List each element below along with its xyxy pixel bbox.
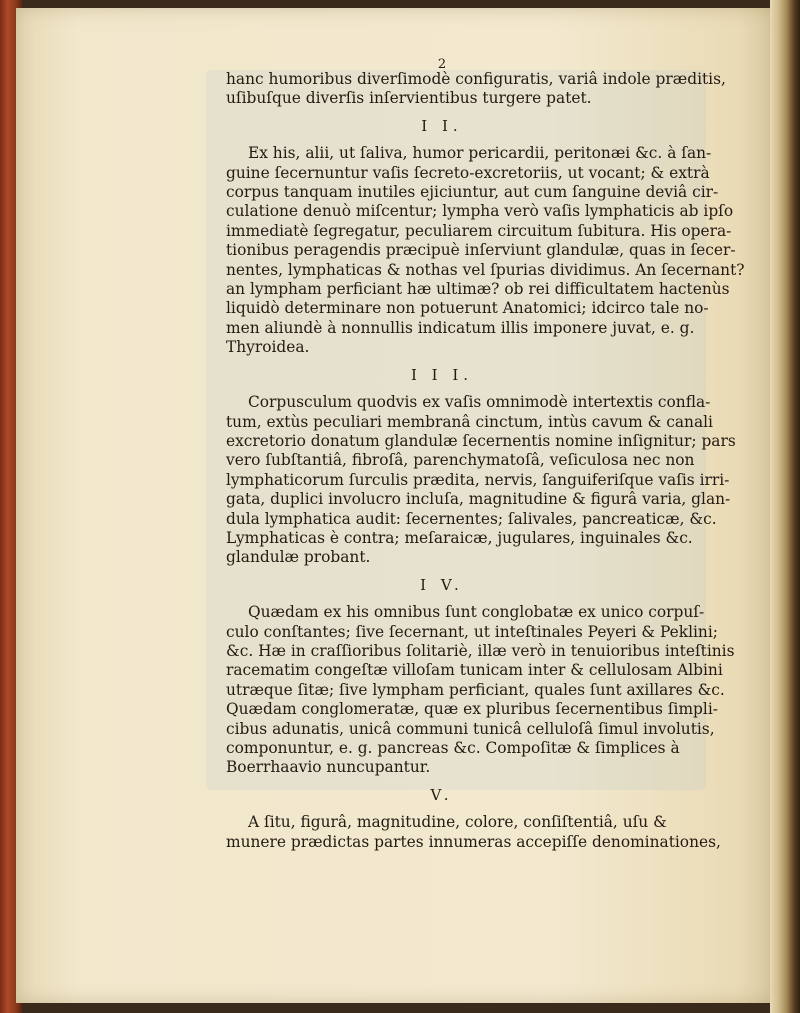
text-line: dula lymphatica audit: ſecernentes; ſalivales, pancreaticæ, &c. (226, 509, 717, 528)
text-line: Ex his, alii, ut ſaliva, humor pericardii, peritonæi &c. à ſan- (248, 144, 712, 163)
text-line: culo conſtantes; ſive ſecernant, ut inteſtinales Peyeri & Peklini; (226, 622, 718, 641)
section-heading: I V. (420, 575, 464, 594)
text-line: Thyroidea. (226, 338, 310, 357)
text-line: men aliundè à nonnullis indicatum illis imponere juvat, e. g. (226, 318, 695, 337)
text-line: A ſitu, figurâ, magnitudine, colore, conſiſtentiâ, uſu & (248, 813, 667, 832)
text-line: utræque ſitæ; ſive lympham perficiant, quales ſunt axillares &c. (226, 680, 725, 699)
text-line: Boerrhaavio nuncupantur. (226, 758, 431, 777)
section-heading: I I. (421, 116, 463, 135)
text-line: racematim congeſtæ villoſam tunicam inter & cellulosam Albini (226, 661, 723, 680)
text-line: immediatè ſegregatur, peculiarem circuitum ſubitura. His opera- (226, 221, 732, 240)
text-line: Corpusculum quodvis ex vaſis omnimodè intertextis confla- (248, 393, 711, 412)
text-line: vero ſubſtantiâ, fibroſâ, parenchymatoſâ, veſiculosa nec non (226, 451, 695, 470)
section-paragraph (226, 70, 726, 109)
section-heading: I I I. (410, 365, 474, 384)
text-line: Quædam conglomeratæ, quæ ex pluribus ſecernentibus ſimpli- (226, 700, 718, 719)
text-line: culatione denuò miſcentur; lympha verò vaſis lymphaticis ab ipſo (226, 202, 734, 221)
text-line: nentes, lymphaticas & nothas vel ſpurias dividimus. An ſecernant? (226, 260, 745, 279)
section-paragraph (226, 603, 735, 778)
text-line: tum, extùs peculiari membranâ cinctum, intùs cavum & canali (226, 412, 713, 431)
text-line: Lymphaticas è contra; meſaraicæ, jugulares, inguinales &c. (226, 528, 693, 547)
text-line: gata, duplici involucro incluſa, magnitudine & figurâ varia, glan- (226, 490, 731, 509)
section-paragraph (226, 144, 745, 357)
section-paragraph (226, 813, 721, 852)
text-line: an lympham perficiant hæ ultimæ? ob rei difficultatem hactenùs (226, 280, 730, 299)
text-line: hanc humoribus diverſimodè configuratis, variâ indole præditis, (226, 70, 726, 88)
text-line: guine ſecernuntur vaſis ſecreto-excretoriis, ut vocant; & extrà (226, 163, 710, 182)
book-edge-right (770, 0, 800, 1013)
text-line: glandulæ probant. (226, 548, 371, 567)
text-line: lymphaticorum ſurculis prædita, nervis, ſanguiferiſque vaſis irri- (226, 470, 730, 489)
text-line: tionibus peragendis præcipuè inſerviunt glandulæ, quas in ſecer- (226, 241, 736, 260)
text-line: &c. Hæ in craſſioribus ſolitariè, illæ verò in tenuioribus inteſtinis (226, 641, 735, 660)
text-line: cibus adunatis, unicâ communi tunicâ celluloſâ ſimul involutis, (226, 719, 715, 738)
text-line: uſibuſque diverſis inſervientibus turgere patet. (226, 89, 592, 108)
text-line: munere prædictas partes innumeras accepiſſe denominationes, (226, 832, 721, 851)
page-number: 2 (437, 57, 447, 72)
section-heading: V. (430, 785, 454, 804)
page-text (226, 57, 745, 852)
text-line: liquidò determinare non potuerunt Anatomici; idcirco tale no- (226, 299, 709, 318)
text-line: corpus tanquam inutiles ejiciuntur, aut cum ſanguine deviâ cir- (226, 183, 719, 202)
text-line: excretorio donatum glandulæ ſecernentis nomine inſignitur; pars (226, 431, 736, 450)
text-line: componuntur, e. g. pancreas &c. Compoſitæ & ſimplices à (226, 739, 680, 757)
text-line: Quædam ex his omnibus ſunt conglobatæ ex unico corpuſ- (248, 603, 705, 622)
section-paragraph (226, 393, 736, 568)
